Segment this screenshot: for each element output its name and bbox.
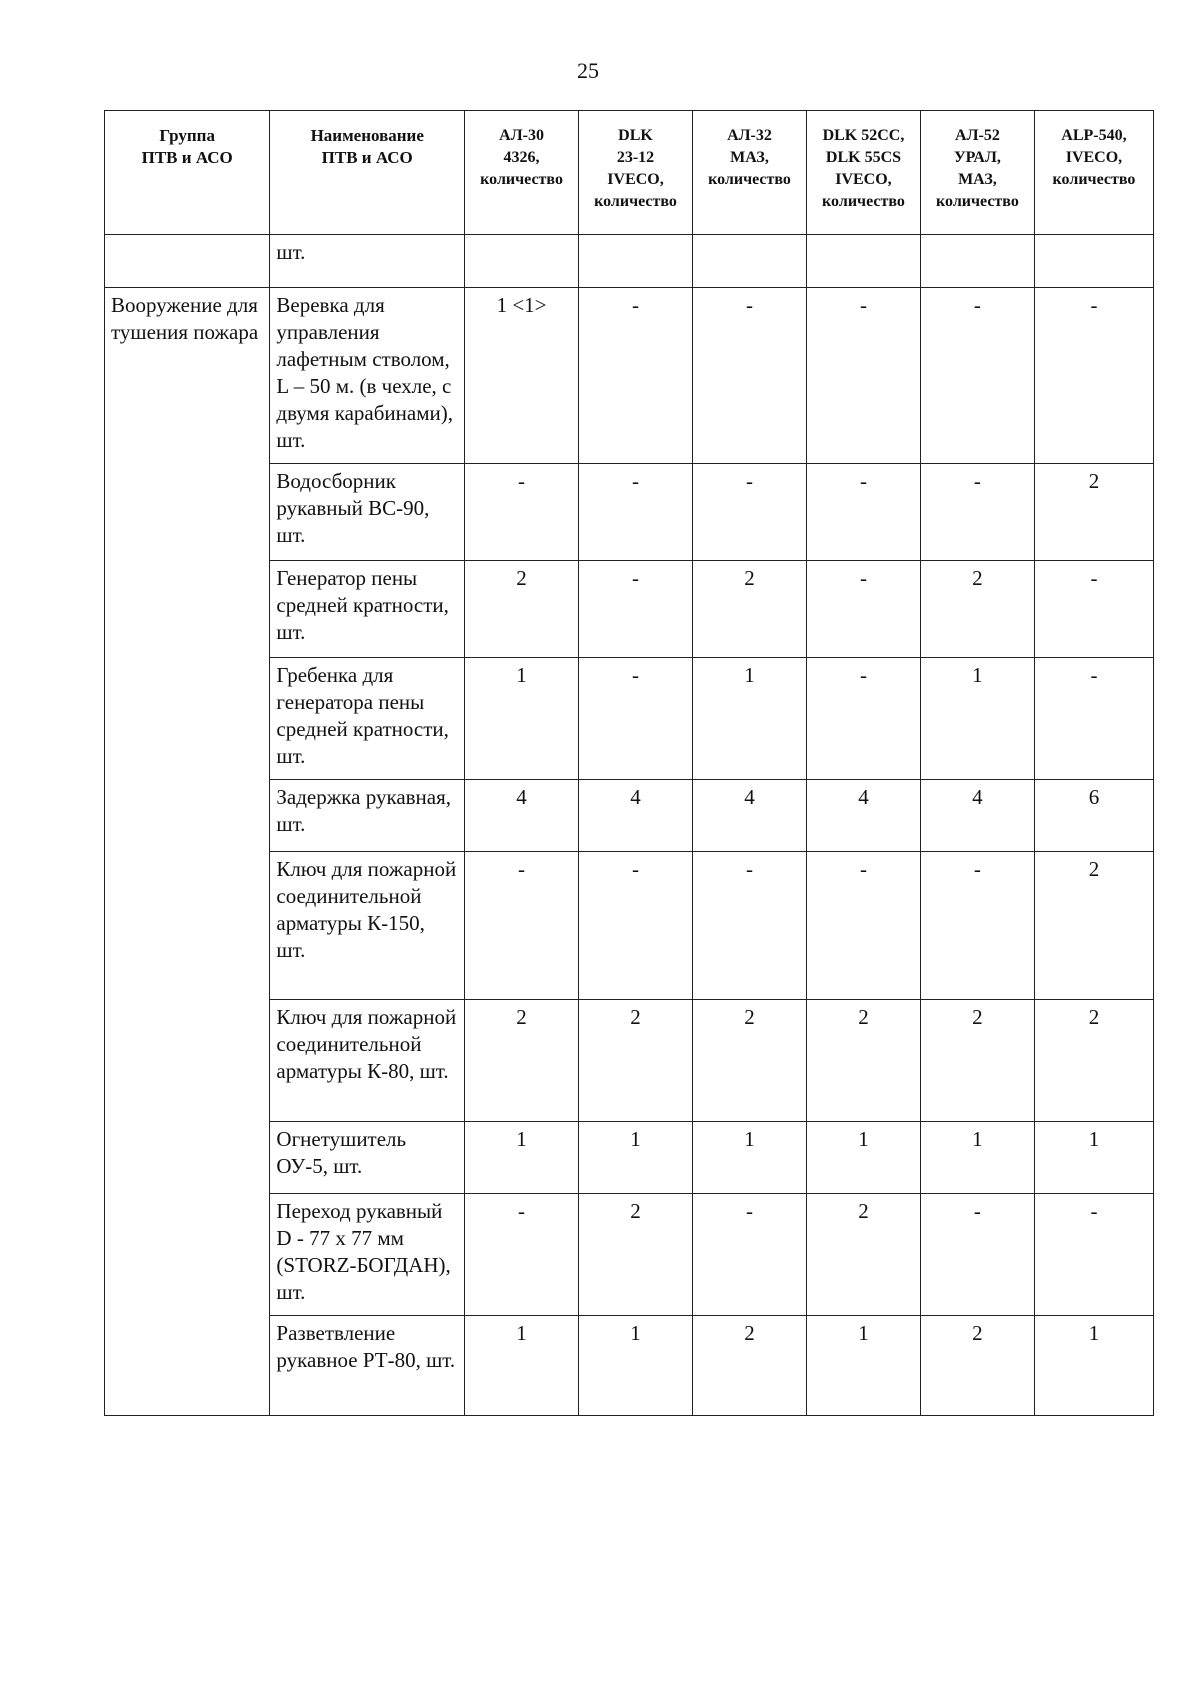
header-dlk2312: DLK 23-12 IVECO, количество (579, 111, 693, 235)
quantity-cell: 1 (693, 658, 807, 780)
quantity-cell: - (579, 658, 693, 780)
item-name-cell: Гребенка для генератора пены средней кратности, шт. (270, 658, 465, 780)
quantity-cell: - (806, 288, 920, 464)
quantity-cell: 2 (920, 1316, 1034, 1416)
quantity-cell: - (806, 852, 920, 1000)
quantity-cell: - (693, 464, 807, 561)
quantity-cell: 2 (1034, 1000, 1153, 1122)
quantity-cell: 4 (806, 780, 920, 852)
equipment-table (104, 110, 1154, 1416)
continuation-cell (920, 235, 1034, 288)
quantity-cell: 1 (1034, 1316, 1153, 1416)
item-name-cell: Разветвление рукавное РТ-80, шт. (270, 1316, 465, 1416)
quantity-cell: - (1034, 561, 1153, 658)
quantity-cell: 2 (920, 561, 1034, 658)
quantity-cell: - (806, 561, 920, 658)
quantity-cell: 1 (806, 1316, 920, 1416)
quantity-cell: 1 (693, 1122, 807, 1194)
header-name: Наименование ПТВ и АСО (270, 111, 465, 235)
quantity-cell: - (920, 852, 1034, 1000)
table-row (105, 288, 1154, 464)
quantity-cell: 6 (1034, 780, 1153, 852)
quantity-cell: - (579, 464, 693, 561)
header-al52: АЛ-52 УРАЛ, МАЗ, количество (920, 111, 1034, 235)
quantity-cell: - (579, 288, 693, 464)
quantity-cell: - (806, 658, 920, 780)
quantity-cell: 2 (1034, 464, 1153, 561)
quantity-cell: 2 (806, 1000, 920, 1122)
quantity-cell: 2 (465, 561, 579, 658)
item-name-cell: Ключ для пожарной соединительной арматуры К-150, шт. (270, 852, 465, 1000)
quantity-cell: - (693, 288, 807, 464)
quantity-cell: 1 (465, 1122, 579, 1194)
continuation-cell (693, 235, 807, 288)
continuation-cell (806, 235, 920, 288)
quantity-cell: - (465, 852, 579, 1000)
quantity-cell: 1 (579, 1122, 693, 1194)
item-name-cell: Генератор пены средней кратности, шт. (270, 561, 465, 658)
quantity-cell: 1 (920, 1122, 1034, 1194)
continuation-row (105, 235, 1154, 288)
quantity-cell: - (920, 464, 1034, 561)
quantity-cell: 2 (806, 1194, 920, 1316)
continuation-cell (579, 235, 693, 288)
header-group: Группа ПТВ и АСО (105, 111, 270, 235)
quantity-cell: - (920, 288, 1034, 464)
quantity-cell: 2 (920, 1000, 1034, 1122)
item-name-cell: Ключ для пожарной соединительной арматуры К-80, шт. (270, 1000, 465, 1122)
quantity-cell: 4 (465, 780, 579, 852)
quantity-cell: 1 <1> (465, 288, 579, 464)
quantity-cell: 1 (920, 658, 1034, 780)
item-name-cell: Переход рукавный D - 77 x 77 мм (STORZ-БОГДАН), шт. (270, 1194, 465, 1316)
quantity-cell: 1 (806, 1122, 920, 1194)
quantity-cell: 1 (465, 1316, 579, 1416)
quantity-cell: - (1034, 1194, 1153, 1316)
item-name-cell: Огнетушитель ОУ-5, шт. (270, 1122, 465, 1194)
quantity-cell: - (693, 1194, 807, 1316)
continuation-cell: шт. (270, 235, 465, 288)
quantity-cell: 2 (579, 1000, 693, 1122)
item-name-cell: Задержка рукавная, шт. (270, 780, 465, 852)
item-name-cell: Водосборник рукавный ВС-90, шт. (270, 464, 465, 561)
quantity-cell: 2 (693, 1000, 807, 1122)
item-name-cell: Веревка для управления лафетным стволом, L – 50 м. (в чехле, с двумя карабинами), шт. (270, 288, 465, 464)
quantity-cell: 2 (693, 1316, 807, 1416)
quantity-cell: 2 (579, 1194, 693, 1316)
header-alp540: ALP-540, IVECO, количество (1034, 111, 1153, 235)
continuation-cell (105, 235, 270, 288)
quantity-cell: 1 (465, 658, 579, 780)
header-dlk52: DLK 52CC, DLK 55CS IVECO, количество (806, 111, 920, 235)
quantity-cell: 2 (465, 1000, 579, 1122)
quantity-cell: 1 (579, 1316, 693, 1416)
page-number: 25 (577, 58, 599, 83)
header-al30: АЛ-30 4326, количество (465, 111, 579, 235)
quantity-cell: - (920, 1194, 1034, 1316)
header-al32: АЛ-32 МАЗ, количество (693, 111, 807, 235)
quantity-cell: - (465, 464, 579, 561)
quantity-cell: - (693, 852, 807, 1000)
quantity-cell: - (579, 561, 693, 658)
quantity-cell: - (1034, 288, 1153, 464)
quantity-cell: - (465, 1194, 579, 1316)
header-row (105, 111, 1154, 235)
quantity-cell: 4 (693, 780, 807, 852)
group-cell: Вооружение для тушения пожара (105, 288, 270, 1416)
quantity-cell: - (579, 852, 693, 1000)
quantity-cell: 2 (1034, 852, 1153, 1000)
quantity-cell: 4 (579, 780, 693, 852)
quantity-cell: - (1034, 658, 1153, 780)
quantity-cell: 2 (693, 561, 807, 658)
quantity-cell: 1 (1034, 1122, 1153, 1194)
quantity-cell: - (806, 464, 920, 561)
quantity-cell: 4 (920, 780, 1034, 852)
continuation-cell (1034, 235, 1153, 288)
continuation-cell (465, 235, 579, 288)
